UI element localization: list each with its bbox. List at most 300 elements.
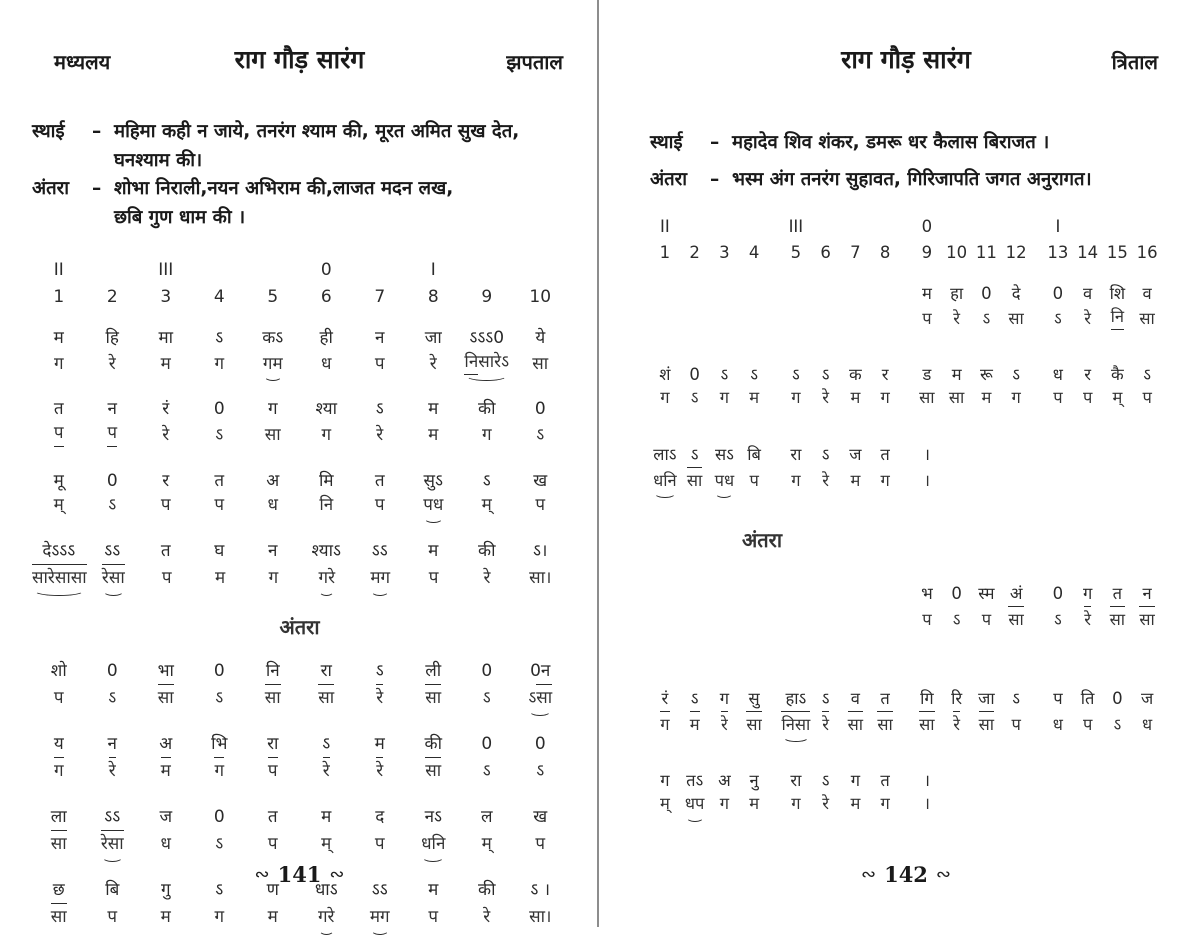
swara-cell: ऽ bbox=[1054, 610, 1062, 630]
swara-cell: म bbox=[160, 906, 171, 927]
swara-cell bbox=[87, 564, 140, 598]
lyric-cell: म bbox=[428, 879, 439, 900]
swara-cell bbox=[650, 330, 680, 338]
swara-cell bbox=[407, 757, 461, 791]
beat-number: 2 bbox=[106, 286, 118, 307]
lyric-cell: ऽ bbox=[821, 688, 830, 708]
swara-cell bbox=[680, 793, 710, 823]
swara-group bbox=[1008, 606, 1023, 631]
swara-cell bbox=[86, 422, 140, 455]
taal-name: झपताल bbox=[506, 50, 563, 74]
left-song-text bbox=[32, 118, 567, 233]
lyric-cell: रा bbox=[320, 661, 332, 682]
swara-cell bbox=[650, 470, 680, 500]
lyric-cell: ला bbox=[50, 806, 67, 827]
lyric-cell: 0 bbox=[689, 365, 700, 385]
swara-group bbox=[376, 684, 383, 710]
swara-cell bbox=[407, 833, 461, 864]
lyric-cell: त bbox=[214, 471, 225, 492]
lyric-cell: धाऽ bbox=[314, 879, 338, 900]
swara-cell bbox=[650, 632, 680, 640]
beat-number: 5 bbox=[790, 243, 802, 263]
lyric-cell: व bbox=[1083, 283, 1093, 303]
swara-cell: ग bbox=[214, 906, 225, 927]
swara-group bbox=[318, 684, 334, 710]
notation-row bbox=[32, 660, 567, 718]
swara-cell bbox=[739, 632, 769, 640]
antara-label: अंतरा bbox=[32, 178, 70, 200]
taar-swara: रे bbox=[376, 757, 383, 783]
lyric-cell: गि bbox=[920, 688, 934, 708]
taar-swara: सा bbox=[318, 684, 334, 710]
swara-cell: ग bbox=[791, 388, 801, 408]
right-page bbox=[650, 42, 1162, 850]
antara-notation-rows bbox=[650, 583, 1162, 824]
lyric-cell: त bbox=[880, 688, 890, 708]
swara-cell: प bbox=[267, 833, 278, 854]
swara-cell bbox=[912, 711, 942, 744]
swara-cell bbox=[841, 330, 871, 338]
lyric-cell: ग bbox=[267, 399, 278, 420]
lyric-cell: ड bbox=[922, 365, 932, 385]
lyric-cell: ख bbox=[533, 806, 548, 827]
slur-group bbox=[370, 567, 390, 590]
lyric-cell: न bbox=[107, 399, 117, 420]
slur-group bbox=[528, 684, 552, 710]
lyric-cell: ऽ bbox=[821, 771, 830, 791]
lyric-cell: रं bbox=[162, 399, 170, 420]
swara-cell: प bbox=[374, 495, 385, 516]
swara-cell: रे bbox=[1084, 308, 1091, 328]
swara-cell: सा bbox=[1008, 308, 1024, 328]
swara-cell: म् bbox=[1112, 388, 1123, 408]
taar-swara: सा bbox=[158, 684, 174, 710]
flourish-icon: ∾ bbox=[329, 864, 345, 885]
beat-number: 16 bbox=[1136, 243, 1158, 263]
lyric-cell: ति bbox=[1080, 688, 1095, 708]
lyric-cell: ज bbox=[159, 806, 173, 827]
swara-cell bbox=[1103, 306, 1133, 338]
lyric-cell: ऽऽ bbox=[371, 879, 388, 900]
swara-cell: प bbox=[1142, 388, 1152, 408]
lyric-cell: ख bbox=[533, 471, 548, 492]
taar-swara: सा bbox=[687, 467, 702, 492]
taar-swara: म bbox=[161, 757, 171, 783]
antara-notation-rows bbox=[32, 660, 567, 937]
antara-lyrics-1: शोभा निराली,नयन अभिराम की,लाजत मदन लख, bbox=[114, 178, 454, 200]
lyric-cell: ये bbox=[535, 327, 546, 348]
swara-cell: प bbox=[1053, 388, 1063, 408]
swara-cell: ग bbox=[214, 353, 225, 374]
swara-cell: ऽ bbox=[690, 388, 699, 408]
lyric-cell: तऽ bbox=[686, 771, 704, 791]
taar-swara: म bbox=[690, 711, 700, 736]
swara-cell: प bbox=[214, 495, 225, 516]
swara-line bbox=[32, 494, 567, 525]
lyric-cell: ऽ bbox=[720, 365, 729, 385]
taar-swara: सारेसासा bbox=[32, 564, 87, 590]
beat-number: 13 bbox=[1047, 243, 1069, 263]
lyric-cell: स्म bbox=[978, 584, 995, 604]
swara-line bbox=[32, 351, 567, 384]
sthayi-lyrics-1: महादेव शिव शंकर, डमरू धर कैलास बिराजत । bbox=[732, 132, 1050, 153]
swara-cell bbox=[870, 330, 900, 338]
swara-cell: प bbox=[922, 610, 932, 630]
antara-lyrics-2: छबि गुण धाम की । bbox=[114, 207, 246, 229]
swara-cell: प bbox=[1082, 388, 1093, 408]
sthayi-lyrics-1: महिमा कही न जाये, तनरंग श्याम की, मूरत अमित सुख देत, bbox=[114, 121, 520, 142]
slur-group bbox=[32, 564, 87, 590]
swara-cell: नि bbox=[319, 495, 334, 516]
taar-swara: रे bbox=[109, 757, 116, 783]
swara-cell bbox=[710, 330, 740, 338]
slur-group bbox=[464, 351, 509, 376]
lyric-cell: व bbox=[1142, 283, 1152, 303]
swara-line bbox=[650, 387, 1162, 417]
swara-cell bbox=[710, 470, 740, 500]
swara-cell: प bbox=[1011, 714, 1021, 734]
lyric-cell: म bbox=[374, 733, 385, 754]
lyric-cell: त bbox=[1112, 584, 1123, 604]
taar-swara: सा bbox=[919, 711, 934, 736]
swara-cell bbox=[32, 830, 86, 864]
lyric-cell: की bbox=[478, 541, 496, 562]
taar-swara: रे bbox=[1084, 606, 1091, 631]
swara-cell: प bbox=[428, 906, 439, 927]
dash: – bbox=[92, 121, 102, 142]
swara-cell: म् bbox=[659, 794, 670, 814]
notation-row bbox=[32, 806, 567, 864]
lyric-cell: म bbox=[951, 365, 962, 385]
beat-number: 3 bbox=[719, 243, 730, 263]
lyric-cell: की bbox=[478, 399, 496, 420]
swara-group bbox=[953, 711, 960, 736]
lyric-cell: रा bbox=[267, 733, 279, 754]
taar-swara: सा bbox=[536, 684, 552, 710]
lyric-cell: 0न bbox=[530, 661, 551, 682]
swara-group bbox=[268, 757, 278, 783]
mandra-swara: नि bbox=[1111, 306, 1124, 330]
swara-cell bbox=[300, 906, 354, 937]
swara-cell: प bbox=[922, 308, 932, 328]
swara-cell bbox=[32, 564, 87, 598]
swara-cell bbox=[246, 353, 300, 384]
lyric-cell: ली bbox=[425, 661, 442, 682]
swara-group bbox=[158, 684, 174, 710]
swara-cell: म bbox=[428, 425, 439, 446]
swara-cell bbox=[650, 711, 680, 744]
swara-cell: प bbox=[535, 833, 546, 854]
swara-text: मग bbox=[370, 568, 391, 589]
raga-title: राग गौड़ सारंग bbox=[841, 45, 971, 74]
lyric-cell: न bbox=[268, 541, 278, 562]
swara-cell: ग bbox=[719, 794, 730, 814]
taar-swara: सा bbox=[848, 711, 863, 736]
swara-cell: प bbox=[535, 495, 546, 516]
flourish-icon: ∾ bbox=[860, 864, 877, 885]
swara-cell bbox=[86, 830, 140, 864]
swara-cell bbox=[942, 816, 972, 824]
lyric-cell: अ bbox=[159, 733, 173, 754]
swara-cell bbox=[32, 757, 86, 791]
swara-cell: म bbox=[850, 794, 861, 814]
beat-number: 5 bbox=[267, 286, 279, 307]
taal-marker: I bbox=[430, 259, 436, 280]
lyric-cell: 0 bbox=[1052, 584, 1064, 604]
lyric-cell: ऽ bbox=[750, 365, 758, 385]
lyric-cell: शो bbox=[50, 661, 67, 682]
right-song-text bbox=[650, 124, 1162, 198]
swara-cell: रे bbox=[483, 568, 491, 589]
swara-cell: ऽ bbox=[536, 425, 545, 446]
beat-number: 2 bbox=[689, 243, 700, 263]
lyric-cell: म bbox=[321, 806, 332, 827]
beat-number: 1 bbox=[659, 243, 671, 263]
swara-cell bbox=[781, 330, 811, 338]
beat-number: 4 bbox=[748, 243, 760, 263]
lyric-cell: । bbox=[923, 771, 930, 791]
swara-text: गरे bbox=[317, 906, 335, 927]
swara-cell bbox=[1103, 606, 1133, 639]
lyric-cell: र bbox=[881, 365, 889, 385]
left-page-header bbox=[32, 42, 567, 78]
taar-swara: सा bbox=[51, 830, 67, 856]
swara-cell bbox=[680, 711, 710, 744]
swara-text: धनि bbox=[653, 470, 677, 490]
swara-group bbox=[376, 757, 383, 783]
antara-label: अंतरा bbox=[650, 169, 688, 190]
beat-number: 12 bbox=[1005, 243, 1027, 263]
swara-cell: ग bbox=[791, 794, 801, 814]
lyric-cell: रा bbox=[790, 444, 802, 464]
lyric-cell: म bbox=[428, 399, 439, 420]
beat-number: 8 bbox=[879, 243, 891, 263]
swara-cell bbox=[407, 684, 461, 718]
swara-cell bbox=[710, 632, 740, 640]
slur-group bbox=[781, 711, 810, 736]
swara-cell bbox=[942, 492, 972, 500]
swara-group bbox=[425, 684, 441, 710]
swara-cell: सा bbox=[919, 388, 935, 408]
dash: – bbox=[92, 178, 102, 200]
taar-swara: सा bbox=[265, 684, 281, 710]
lyric-cell: भि bbox=[211, 733, 228, 754]
taal-marker: II bbox=[53, 259, 64, 280]
lyric-cell: ही bbox=[319, 327, 333, 348]
taar-swara: रे bbox=[376, 684, 383, 710]
taar-swara: रेसा bbox=[102, 564, 125, 590]
slur-group bbox=[318, 906, 335, 929]
swara-text: गम bbox=[262, 353, 283, 374]
lyric-cell: हा bbox=[950, 283, 964, 303]
sthayi-lyrics-2: घनश्याम की। bbox=[114, 149, 203, 171]
swara-cell bbox=[300, 757, 354, 791]
swara-cell: ऽ bbox=[482, 760, 491, 781]
lyric-cell: ऽ bbox=[690, 444, 699, 464]
lyric-cell: ऽ bbox=[792, 365, 800, 385]
swara-cell: रे bbox=[822, 470, 829, 490]
taar-swara: सा bbox=[1110, 606, 1125, 631]
lyric-cell: सुऽ bbox=[423, 471, 443, 492]
left-page bbox=[32, 42, 567, 952]
left-page-number bbox=[32, 862, 567, 887]
swara-cell bbox=[942, 711, 972, 744]
lyric-line bbox=[650, 444, 1162, 467]
swara-cell bbox=[514, 684, 568, 718]
swara-text: धनि bbox=[421, 833, 446, 854]
swara-cell: म् bbox=[481, 833, 492, 854]
tempo-label: मध्यलय bbox=[54, 50, 111, 74]
swara-group bbox=[919, 711, 934, 736]
lyric-cell: लाऽ bbox=[653, 444, 677, 464]
swara-cell bbox=[1043, 816, 1073, 824]
swara-group bbox=[1084, 606, 1091, 631]
swara-cell bbox=[972, 492, 1002, 500]
lyric-cell: ण bbox=[266, 879, 279, 900]
slur-group bbox=[715, 470, 735, 492]
swara-cell: म bbox=[267, 906, 278, 927]
lyric-cell: श्या bbox=[315, 399, 337, 420]
lyric-cell: की bbox=[424, 733, 442, 754]
lyric-line bbox=[32, 540, 567, 564]
swara-cell: ऽ bbox=[536, 760, 545, 781]
lyric-cell: ध bbox=[1052, 365, 1063, 385]
lyric-cell: 0 bbox=[534, 399, 546, 420]
swara-cell bbox=[680, 632, 710, 640]
swara-cell bbox=[811, 711, 841, 744]
beat-number: 4 bbox=[213, 286, 225, 307]
lyric-cell: मू bbox=[53, 471, 64, 492]
beat-number: 7 bbox=[850, 243, 861, 263]
lyric-cell: ऽ। bbox=[533, 541, 548, 562]
lyric-cell: की bbox=[478, 879, 496, 900]
taar-swara: सा bbox=[1139, 606, 1154, 631]
lyric-cell: प bbox=[1053, 688, 1063, 708]
swara-cell: सा bbox=[532, 353, 549, 374]
swara-cell: ग bbox=[268, 568, 279, 589]
swara-cell: प bbox=[981, 610, 992, 630]
lyric-cell: घ bbox=[214, 541, 225, 562]
taal-marker: II bbox=[660, 217, 670, 236]
swara-line bbox=[32, 684, 567, 718]
lyric-cell: त bbox=[880, 444, 890, 464]
lyric-cell: न bbox=[375, 327, 385, 348]
notation-row bbox=[650, 770, 1162, 824]
beat-number: 15 bbox=[1106, 243, 1128, 263]
swara-cell bbox=[1132, 492, 1162, 500]
lyric-cell: रा bbox=[790, 771, 802, 791]
swara-cell: ध bbox=[321, 353, 332, 374]
slur-group bbox=[102, 564, 125, 590]
swara-cell bbox=[139, 684, 193, 718]
swara-cell: रे bbox=[953, 308, 960, 328]
lyric-cell: 0 bbox=[106, 471, 118, 492]
swara-cell bbox=[1073, 606, 1103, 639]
swara-cell: ग bbox=[1011, 388, 1021, 408]
swara-group bbox=[979, 711, 994, 736]
lyric-cell: ग bbox=[1082, 584, 1093, 604]
swara-cell: ग bbox=[719, 388, 730, 408]
slur-group bbox=[101, 830, 124, 856]
slur-group bbox=[421, 833, 445, 856]
swara-cell bbox=[841, 632, 871, 640]
swara-cell: ध bbox=[1142, 714, 1153, 734]
taar-swara: सा bbox=[425, 684, 441, 710]
swara-line bbox=[650, 467, 1162, 500]
antara-heading: अंतरा bbox=[742, 528, 783, 553]
slur-group bbox=[685, 793, 705, 815]
swara-cell bbox=[300, 684, 354, 718]
swara-cell bbox=[32, 422, 86, 455]
lyric-cell: त bbox=[160, 541, 171, 562]
swara-group bbox=[107, 422, 117, 447]
swara-group bbox=[265, 684, 281, 710]
lyric-cell: ऽऽ bbox=[371, 541, 388, 562]
page-number-value: 141 bbox=[277, 862, 322, 887]
swara-line bbox=[32, 830, 567, 864]
swara-cell bbox=[1132, 816, 1162, 824]
page-divider bbox=[597, 0, 599, 927]
taar-swara: रेसा bbox=[101, 830, 124, 856]
swara-cell bbox=[781, 632, 811, 640]
antara-heading: अंतरा bbox=[279, 615, 320, 640]
swara-cell: म् bbox=[53, 495, 64, 516]
swara-text: पध bbox=[423, 495, 444, 516]
lyric-cell: अं bbox=[1009, 584, 1023, 604]
swara-cell: ऽ bbox=[1113, 714, 1122, 734]
lyric-cell: देऽऽऽ bbox=[42, 541, 76, 562]
swara-cell bbox=[739, 711, 769, 744]
lyric-cell: द bbox=[375, 806, 385, 827]
lyric-cell: न bbox=[107, 733, 117, 754]
swara-cell: रे bbox=[162, 425, 170, 446]
swara-cell bbox=[841, 711, 871, 744]
lyric-cell: त bbox=[267, 806, 278, 827]
swara-cell bbox=[32, 903, 86, 937]
swara-group bbox=[161, 757, 171, 783]
swara-text: ऽ bbox=[528, 688, 537, 708]
swara-cell bbox=[811, 330, 841, 338]
swara-group bbox=[51, 903, 67, 929]
lyric-cell: 0 bbox=[213, 661, 225, 682]
taal-marker: 0 bbox=[320, 259, 332, 280]
lyric-cell: ऽ bbox=[1143, 365, 1151, 385]
lyric-cell: सु bbox=[748, 688, 760, 708]
swara-cell: ऽ bbox=[108, 495, 117, 516]
lyric-cell: ऽऽ bbox=[104, 541, 121, 562]
lyric-line bbox=[32, 470, 567, 494]
swara-line bbox=[650, 711, 1162, 744]
swara-cell bbox=[1001, 816, 1031, 824]
right-page-number bbox=[650, 862, 1162, 887]
swara-group bbox=[1110, 606, 1125, 631]
swara-cell: रे bbox=[376, 425, 384, 446]
lyric-cell: छ bbox=[52, 879, 65, 900]
sthayi-notation-rows bbox=[650, 283, 1162, 501]
lyric-cell: ल bbox=[480, 806, 493, 827]
swara-cell: रे bbox=[108, 353, 116, 374]
lyric-cell: हाऽ bbox=[785, 688, 807, 708]
swara-cell: ग bbox=[880, 794, 890, 814]
lyric-line bbox=[32, 660, 567, 684]
lyric-cell: ऽ bbox=[215, 327, 224, 348]
swara-cell bbox=[710, 711, 740, 744]
flourish-icon: ∾ bbox=[254, 864, 270, 885]
swara-cell bbox=[972, 711, 1002, 744]
swara-cell: प bbox=[107, 906, 118, 927]
lyric-line bbox=[650, 283, 1162, 306]
lyric-cell: ग bbox=[660, 771, 670, 791]
